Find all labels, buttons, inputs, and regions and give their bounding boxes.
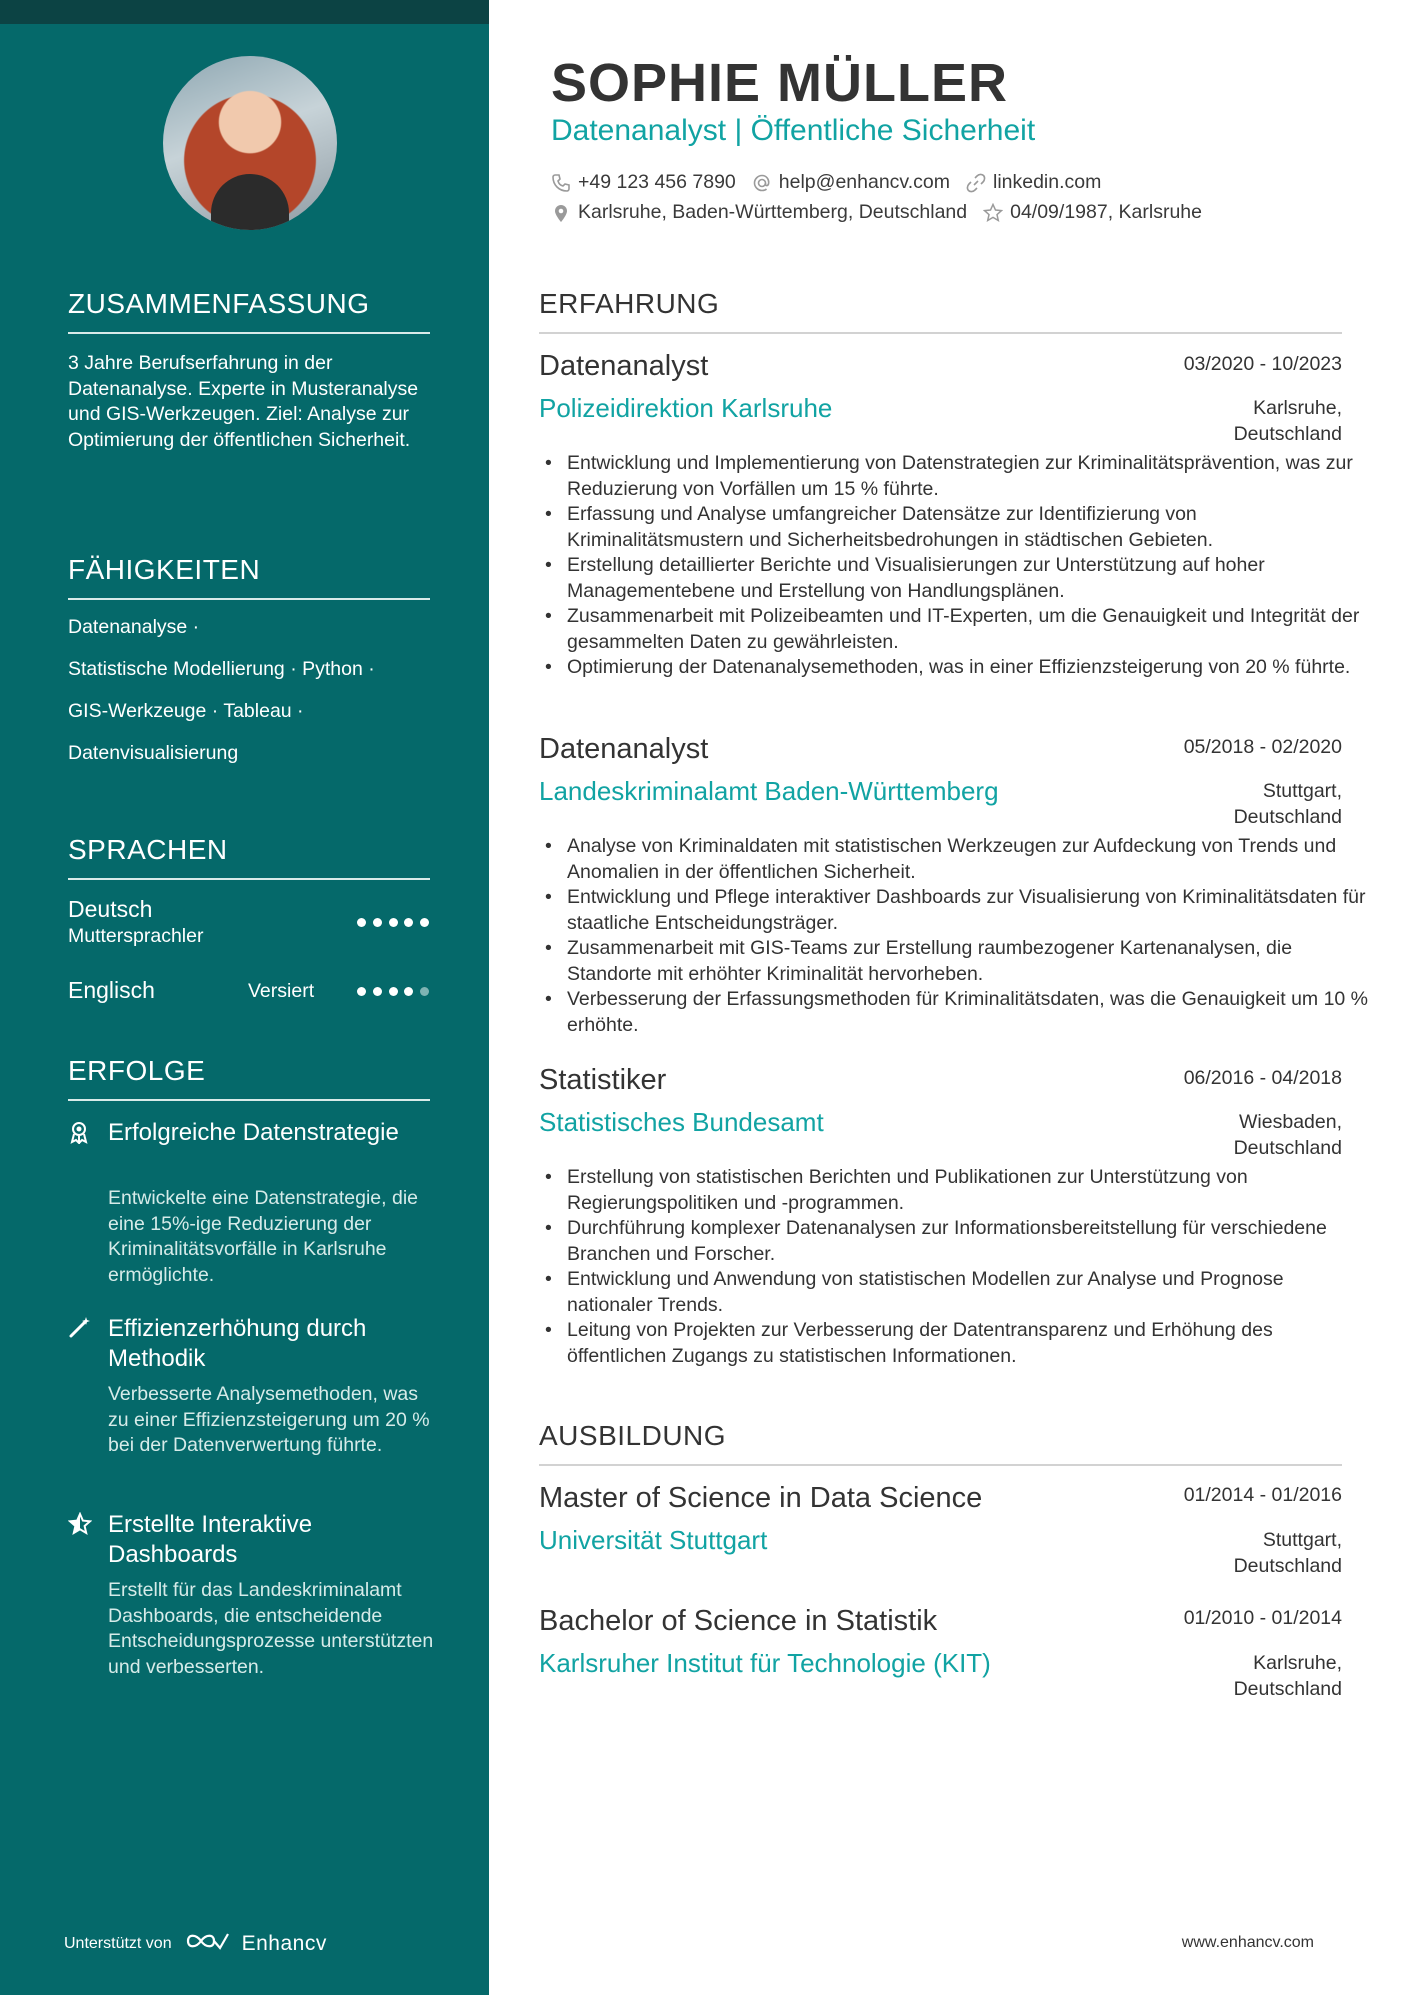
rating-dot	[389, 987, 398, 996]
school-name: Karlsruher Institut für Technologie (KIT)	[539, 1648, 991, 1678]
job-dates: 06/2016 - 04/2018	[1183, 1067, 1342, 1089]
language-rating	[357, 987, 429, 996]
achievement-desc: Entwickelte eine Datenstrategie, die eine 15%-ige Reduzierung der Kriminalitätsvorfälle in Karlsruhe ermöglichte.	[108, 1187, 419, 1286]
language-name: Englisch	[68, 977, 155, 1003]
skill-line: GIS-Werkzeuge · Tableau ·	[68, 700, 304, 722]
summary-title: ZUSAMMENFASSUNG	[68, 288, 430, 334]
rating-dot	[404, 987, 413, 996]
job-location: Stuttgart, Deutschland	[1233, 780, 1342, 828]
job-bullet: • Durchführung komplexer Datenanalysen zur Informationsbereitstellung für verschiedene Branchen und Forscher.	[567, 1216, 1370, 1267]
rating-dot	[389, 918, 398, 927]
job-bullet: • Erstellung detaillierter Berichte und Visualisierungen zur Unterstützung auf hoher Managementebene und Erstellung von Handlungsplänen.	[567, 553, 1370, 604]
footer-url[interactable]: www.enhancv.com	[1181, 1934, 1314, 1951]
powered-by-label: Unterstützt von	[64, 1934, 172, 1952]
star-icon	[68, 1512, 92, 1536]
job-bullets	[539, 451, 1370, 681]
at-icon	[752, 173, 772, 193]
job-title: Statistiker	[539, 1064, 667, 1096]
contact-row	[551, 171, 1101, 194]
rating-dot	[404, 918, 413, 927]
job-bullet: • Entwicklung und Anwendung von statistischen Modellen zur Analyse und Prognose nationaler Trends.	[567, 1267, 1370, 1318]
rating-dot	[420, 918, 429, 927]
location-item	[551, 201, 967, 224]
job-location: Karlsruhe, Deutschland	[1233, 397, 1342, 445]
sidebar-top-bar	[0, 0, 489, 24]
job-company: Landeskriminalamt Baden-Württemberg	[539, 776, 999, 806]
school-location: Stuttgart, Deutschland	[1233, 1529, 1342, 1577]
achievement-desc: Erstellt für das Landeskriminalamt Dashboards, die entscheidende Entscheidungsprozesse unterstützten und verbesserten.	[108, 1579, 434, 1678]
skill-line: Datenvisualisierung	[68, 742, 239, 764]
candidate-role: Datenanalyst | Öffentliche Sicherheit	[551, 114, 1036, 147]
star-icon	[983, 203, 1003, 223]
email-item[interactable]	[752, 171, 950, 194]
rating-dot	[357, 918, 366, 927]
email-text[interactable]: help@enhancv.com	[778, 171, 950, 193]
job-bullet: • Verbesserung der Erfassungsmethoden für Kriminalitätsdaten, was die Genauigkeit um 10 % erhöhte.	[567, 987, 1370, 1038]
job-title: Datenanalyst	[539, 733, 709, 765]
rating-dot	[420, 987, 429, 996]
birth-item	[983, 201, 1202, 224]
degree-title: Bachelor of Science in Statistik	[539, 1605, 938, 1637]
linkedin-item[interactable]	[966, 171, 1101, 194]
degree-title: Master of Science in Data Science	[539, 1482, 983, 1514]
job-bullets	[539, 1165, 1370, 1369]
school-location: Karlsruhe, Deutschland	[1233, 1652, 1342, 1700]
job-dates: 05/2018 - 02/2020	[1183, 736, 1342, 758]
job-bullet: • Entwicklung und Pflege interaktiver Dashboards zur Visualisierung von Kriminalitätsdaten für staatliche Entscheidungsträger.	[567, 885, 1370, 936]
candidate-name: SOPHIE MÜLLER	[551, 53, 1009, 113]
enhancv-logo-icon	[184, 1930, 230, 1957]
job-company: Statistisches Bundesamt	[539, 1107, 824, 1137]
job-bullet: • Optimierung der Datenanalysemethoden, was in einer Effizienzsteigerung von 20 % führte.	[567, 655, 1370, 681]
experience-title: ERFAHRUNG	[539, 288, 1342, 334]
education-title: AUSBILDUNG	[539, 1420, 1342, 1466]
achievement-title: Effizienzerhöhung durch Methodik	[108, 1315, 367, 1372]
rating-dot	[357, 987, 366, 996]
rating-dot	[373, 987, 382, 996]
job-title: Datenanalyst	[539, 350, 709, 382]
job-dates: 03/2020 - 10/2023	[1183, 353, 1342, 375]
skills-title: FÄHIGKEITEN	[68, 554, 430, 600]
avatar	[163, 56, 337, 230]
link-icon	[966, 173, 986, 193]
birth-text: 04/09/1987, Karlsruhe	[1010, 201, 1202, 223]
job-bullet: • Analyse von Kriminaldaten mit statistischen Werkzeugen zur Aufdeckung von Trends und Anomalien in der öffentlichen Sicherheit.	[567, 834, 1370, 885]
achievement-title: Erstellte Interaktive Dashboards	[108, 1511, 313, 1568]
job-bullets	[539, 834, 1370, 1038]
job-bullet: • Erstellung von statistischen Berichten und Publikationen zur Unterstützung von Regierungspolitiken und -programmen.	[567, 1165, 1370, 1216]
skill-line: Statistische Modellierung · Python ·	[68, 658, 375, 680]
achievements-title: ERFOLGE	[68, 1055, 430, 1101]
enhancv-brand: Enhancv	[241, 1931, 327, 1955]
achievement-desc: Verbesserte Analysemethoden, was zu einer Effizienzsteigerung um 20 % bei der Datenverwertung führte.	[108, 1383, 430, 1456]
job-bullet: • Entwicklung und Implementierung von Datenstrategien zur Kriminalitätsprävention, was zur Reduzierung von Vorfällen um 15 % führte.	[567, 451, 1370, 502]
sidebar	[0, 0, 489, 1995]
location-text: Karlsruhe, Baden-Württemberg, Deutschland	[578, 201, 968, 223]
location-pin-icon	[551, 203, 571, 223]
language-level: Versiert	[248, 980, 315, 1002]
job-bullet: • Leitung von Projekten zur Verbesserung der Datentransparenz und Erhöhung des öffentlichen Zugangs zu statistischen Informationen.	[567, 1318, 1370, 1369]
language-level: Muttersprachler	[68, 925, 204, 947]
degree-dates: 01/2010 - 01/2014	[1183, 1607, 1342, 1629]
achievement-title: Erfolgreiche Datenstrategie	[108, 1119, 399, 1146]
job-bullet: • Erfassung und Analyse umfangreicher Datensätze zur Identifizierung von Kriminalitätsmustern und Sicherheitsbedrohungen in städtischen Gebieten.	[567, 502, 1370, 553]
contact-row	[551, 201, 1202, 224]
languages-title: SPRACHEN	[68, 834, 430, 880]
rating-dot	[373, 918, 382, 927]
school-name: Universität Stuttgart	[539, 1525, 768, 1555]
language-rating	[357, 918, 429, 927]
job-location: Wiesbaden, Deutschland	[1233, 1111, 1342, 1159]
summary-text: 3 Jahre Berufserfahrung in der Datenanalyse. Experte in Musteranalyse und GIS-Werkzeugen. Ziel: Analyse zur Optimierung der öffentlichen Sicherheit.	[68, 352, 419, 451]
job-bullet: • Zusammenarbeit mit GIS-Teams zur Erstellung raumbezogener Kartenanalysen, die Standorte mit erhöhter Kriminalität hervorheben.	[567, 936, 1370, 987]
powered-by	[64, 1930, 327, 1957]
magic-wand-icon	[68, 1315, 92, 1339]
phone-icon	[551, 173, 571, 193]
job-bullet: • Zusammenarbeit mit Polizeibeamten und IT-Experten, um die Genauigkeit und Integrität der gesammelten Daten zu gewährleisten.	[567, 604, 1370, 655]
award-icon	[68, 1120, 92, 1144]
degree-dates: 01/2014 - 01/2016	[1183, 1484, 1342, 1506]
linkedin-text[interactable]: linkedin.com	[992, 171, 1102, 193]
phone-text: +49 123 456 7890	[578, 171, 736, 193]
skill-line: Datenanalyse ·	[68, 616, 200, 638]
language-name: Deutsch	[68, 896, 153, 922]
phone-item	[551, 171, 736, 194]
job-company: Polizeidirektion Karlsruhe	[539, 393, 833, 423]
